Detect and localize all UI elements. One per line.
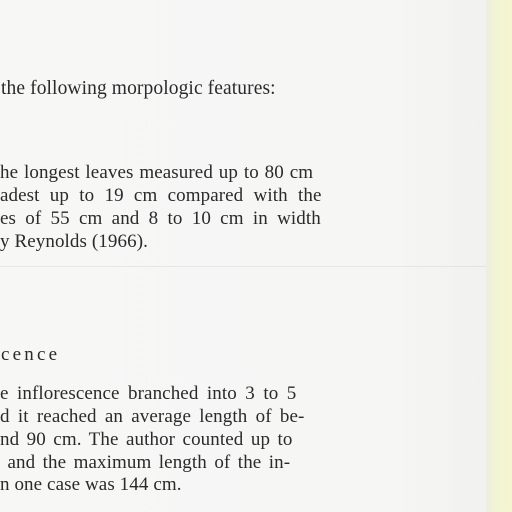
para1-line-3: es of 55 cm and 8 to 10 cm in width bbox=[0, 208, 321, 229]
para2-line-1: e inflorescence branched into 3 to 5 bbox=[0, 383, 297, 404]
para1-line-4: y Reynolds (1966). bbox=[0, 231, 148, 252]
page-edge bbox=[486, 0, 512, 512]
para2-line-3: nd 90 cm. The author counted up to bbox=[0, 429, 293, 450]
intro-line: the following morpologic features: bbox=[1, 78, 276, 99]
paper-fold bbox=[0, 266, 486, 267]
para2-line-5: n one case was 144 cm. bbox=[0, 474, 182, 495]
para1-line-2: adest up to 19 cm compared with the bbox=[0, 185, 322, 206]
para2-line-4: and the maximum length of the in- bbox=[0, 452, 291, 473]
para2-line-2: d it reached an average length of be- bbox=[0, 406, 305, 427]
para1-line-1: he longest leaves measured up to 80 cm bbox=[0, 162, 314, 183]
section-heading: cence bbox=[1, 344, 61, 365]
